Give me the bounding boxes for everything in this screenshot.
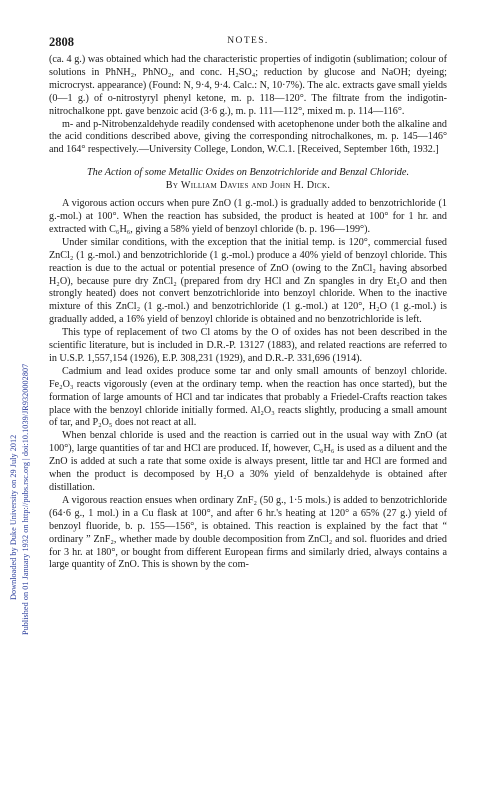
article-byline: By William Davies and John H. Dick. — [165, 180, 331, 192]
paragraph-other-oxides: Cadmium and lead oxides produce some tar and only small amounts of benzoyl chloride. Fe₂O₃ reacts vigorously (even at the ordinary temp. when the reaction has once started), but the formation of large amounts of HCl and tar indicates that probably a Friedel-Crafts reaction takes place with the benzoyl chloride initially formed. Al₂O₃ reacts slightly, producing a small amount of tar, and P₂O₅ does not react at all. — [49, 365, 447, 429]
running-title: NOTES. — [227, 36, 269, 46]
paragraph-benzal-chloride: When benzal chloride is used and the reaction is carried out in the usual way with ZnO (at 100°), large quantities of tar and HCl are produced. If, however, C₆H₆ is used as a diluent and the ZnO is added at such a rate that some oxide is always present, little tar and HCl are formed and when the product is decomposed by H₂O a 30% yield of benzaldehyde is obtained after distillation. — [49, 430, 447, 493]
publication-note[interactable]: Published on 01 January 1932 on http://pubs.rsc.org | doi:10.1039/JR9320002807 — [21, 363, 30, 635]
download-note: Downloaded by Duke University on 29 July 2012 — [9, 434, 18, 600]
paragraph-nitrobenzaldehyde: m- and p-Nitrobenzaldehyde readily condensed with acetophenone under both the alkaline and the acid conditions described above, giving the corresponding nitrochalkones, m. p. 145—146° and 164° respectively.—University College, London, W.C.1. [Received, September 16th, 1932.] — [49, 118, 447, 156]
body-text — [49, 54, 447, 572]
article-title: The Action of some Metallic Oxides on Benzotrichloride and Benzal Chloride. — [86, 167, 410, 179]
paragraph-znf2: A vigorous reaction ensues when ordinary ZnF₂ (50 g., 1·5 mols.) is added to benzotrichloride (64·6 g., 1 mol.) in a Cu flask at 100°, and after 6 hr.'s heating at 120° a 65% (27 g.) yield of benzoyl fluoride, b. p. 155—156°, is obtained. This reaction is explained by the fact that “ ordinary ” ZnF₂, whether made by double decomposition from ZnCl₂ and sol. fluorides and dried for 3 hr. at 180°, or bought from different European firms and similarly dried, always contains a large quantity of ZnO. This is shown by the com- — [49, 494, 447, 571]
page-number: 2808 — [49, 35, 74, 49]
page-header — [49, 35, 447, 49]
paragraph-indigotin: (ca. 4 g.) was obtained which had the characteristic properties of indigotin (sublimation; colour of solutions in PhNH₂, PhNO₂, and conc. H₂SO₄; reduction by glucose and NaOH; dyeing; microcryst. appearance) (Found: N, 9·4, 9·4. Calc.: N, 10·7%). The alc. extracts gave small yields (0—1 g.) of o-nitrostyryl phenyl ketone, m. p. 118—120°. The filtrate from the indigotin-nitrochalkone ppt. gave benzoic acid (3·6 g.), m. p. 111—112°, mixed m. p. 114—116°. — [49, 54, 447, 117]
paragraph-zno-reaction: A vigorous action occurs when pure ZnO (1 g.-mol.) is gradually added to benzotrichloride (1 g.-mol.) at 100°. When the reaction has subsided, the product is heated at 100° for 1 hr. and extracted with C₆H₆, giving a 58% yield of benzoyl chloride (b. p. 196—199°). — [49, 198, 447, 235]
paragraph-zncl2: Under similar conditions, with the exception that the initial temp. is 120°, commercial fused ZnCl₂ (1 g.-mol.) and benzotrichloride (1 g.-mol.) produce a 40% yield of benzoyl chloride. This reaction is due to the actual or potential presence of ZnO (owing to the ZnCl₂ having absorbed H₂O), because pure dry ZnCl₂ (prepared from dry HCl and Zn spangles in dry Et₂O and then strongly heated) does not convert benzotrichloride into benzoyl chloride. When to the inactive mixture of this ZnCl₂ (1 g.-mol.) and benzotrichloride (1 g.-mol.) at 120°, H₂O (1 g.-mol.) is gradually added, a 16% yield of benzoyl chloride is obtained and no benzotrichloride is left. — [49, 236, 447, 326]
paragraph-patents: This type of replacement of two Cl atoms by the O of oxides has not been described in the scientific literature, but is included in D.R.-P. 13127 (1883), and related reactions are referred to in U.S.P. 1,557,154 (1926), E.P. 308,231 (1929), and D.R.-P. 331,696 (1914). — [49, 327, 447, 364]
